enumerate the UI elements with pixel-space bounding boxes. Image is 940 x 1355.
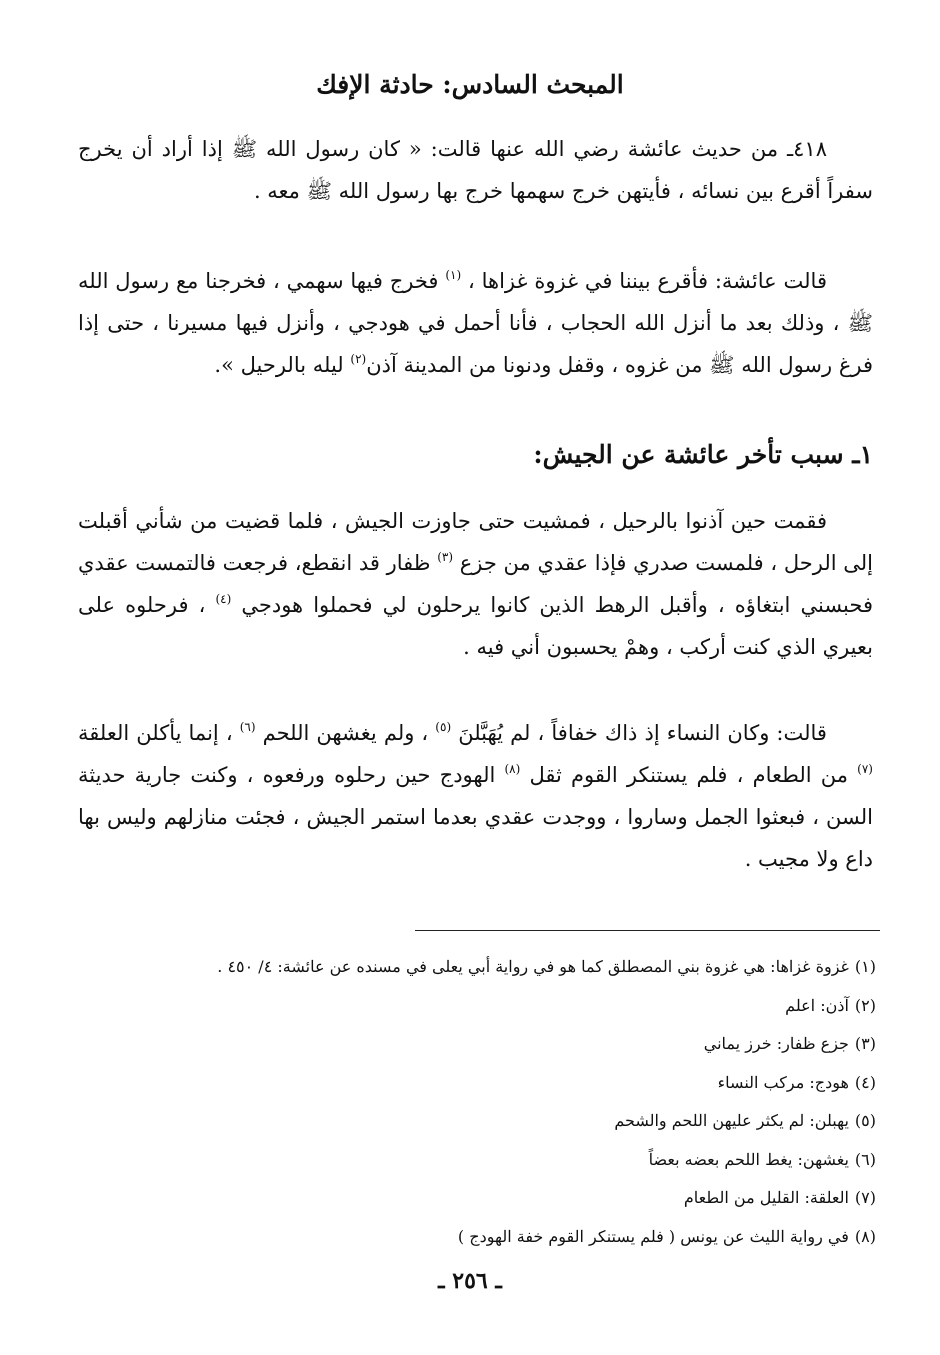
paragraph-text: فخرج فيها سهمي ، فخرجنا مع رسول الله ﷺ ، وذلك بعد ما أنزل الله الحجاب ، فأنا أحمل في هودجي ، وأنزل فيها مسيرنا ، حتى إذا فرغ رسول الله ﷺ من غزوه ، وقفل ودنونا من المدينة آذن <box>78 269 873 377</box>
footnote-number: (٥) <box>854 1111 876 1130</box>
footnote-number: (١) <box>854 957 876 976</box>
footnote-text: هودج: مركب النساء <box>717 1072 849 1092</box>
footnote-number: (٢) <box>854 995 876 1015</box>
footnote-ref: (١) <box>445 268 462 282</box>
footnote-text: العلقة: القليل من الطعام <box>683 1188 849 1207</box>
paragraph-text: ، ولم يغشهن اللحم <box>262 721 429 745</box>
footnote-number: (٨) <box>854 1226 876 1246</box>
footnote-ref: (٣) <box>437 550 454 564</box>
hadith-line: ٤١٨ـ من حديث عائشة رضي الله عنها قالت: « كان رسول الله ﷺ إذا أراد <box>161 137 827 161</box>
footnote <box>78 1218 876 1257</box>
footnote-ref: (٤) <box>215 592 232 606</box>
section-heading: ١ـ سبب تأخر عائشة عن الجيش: <box>533 440 873 469</box>
paragraph-text: ، فرحلوه على بعيري الذي كنت أركب ، وهمْ يحسبون أني فيه . <box>78 593 873 659</box>
footnote-text: جزع ظفار: خرز يماني <box>703 1034 849 1053</box>
narration-paragraph <box>78 260 873 386</box>
narration-paragraph <box>78 712 873 880</box>
footnotes <box>78 948 876 1256</box>
paragraph-text: فقمت حين آذنوا بالرحيل ، فمشيت حتى جاوزت الجيش ، فلما قضيت من شأني أقبلت إلى الرحل ، فلمست صدري فإذا عقدي من جزع <box>78 509 874 575</box>
footnote <box>78 948 876 987</box>
footnote-divider <box>415 930 880 931</box>
footnote <box>78 1102 876 1141</box>
footnote-ref: (٧) <box>857 762 873 776</box>
chapter-title: المبحث السادس: حادثة الإفك <box>316 70 624 99</box>
paragraph-text: من الطعام ، فلم يستنكر القوم ثقل <box>529 763 848 787</box>
paragraph-text: ليله بالرحيل ». <box>214 353 344 377</box>
footnote-number: (٣) <box>854 1034 876 1053</box>
footnote-ref: (٦) <box>239 720 256 734</box>
footnote-number: (٦) <box>854 1149 876 1169</box>
paragraph-text: الهودج حين رحلوه ورفعوه ، وكنت جارية حديثة السن ، فبعثوا الجمل وساروا ، ووجدت عقدي بعدما استمر الجيش ، فجئت منازلهم وليس بها داع ولا مجيب . <box>78 763 873 871</box>
footnote-ref: (٢) <box>350 352 367 366</box>
footnote-text: آذن: اعلم <box>785 995 849 1015</box>
footnote <box>78 987 876 1026</box>
paragraph-text: ، إنما يأكلن العلقة <box>78 721 233 745</box>
footnote-number: (٤) <box>854 1072 876 1092</box>
footnote-ref: (٥) <box>435 720 452 734</box>
footnote <box>78 1064 876 1103</box>
footnote <box>78 1141 876 1180</box>
paragraph-text: قالت عائشة: فأقرع بيننا في غزوة غزاها ، <box>468 269 827 293</box>
footnote-text: غزوة غزاها: هي غزوة بني المصطلق كما هو في رواية أبي يعلى في مسنده عن عائشة: ٤/ ٤٥٠ . <box>217 957 849 976</box>
hadith-paragraph <box>78 128 873 212</box>
footnote-ref: (٨) <box>504 762 521 776</box>
footnote-text: يهبلن: لم يكثر عليهن اللحم والشحم <box>614 1111 849 1130</box>
paragraph-text: قالت: وكان النساء إذ ذاك خفافاً ، لم يُهَبَّلنَ <box>458 721 827 745</box>
paragraph-text: ظفار قد انقطع، فرجعت فالتمست عقدي فحبسني ابتغاؤه ، وأقبل الرهط الذين كانوا يرحلون لي فحملوا هودجي <box>78 551 873 617</box>
narration-paragraph <box>78 500 873 668</box>
hadith-line: معه . <box>253 179 300 203</box>
hadith-line: أن يخرج سفراً أقرع بين نسائه ، فأيتهن خرج سهمها خرج بها رسول الله ﷺ <box>78 137 873 203</box>
footnote-text: يغشهن: يغط اللحم بعضه بعضاً <box>648 1149 849 1169</box>
page-number: ـ ٢٥٦ ـ <box>438 1268 502 1294</box>
footnote-text: في رواية الليث عن يونس ( فلم يستنكر القوم خفة الهودج ) <box>457 1226 849 1246</box>
footnote <box>78 1025 876 1064</box>
footnote <box>78 1179 876 1218</box>
footnote-number: (٧) <box>854 1188 876 1207</box>
